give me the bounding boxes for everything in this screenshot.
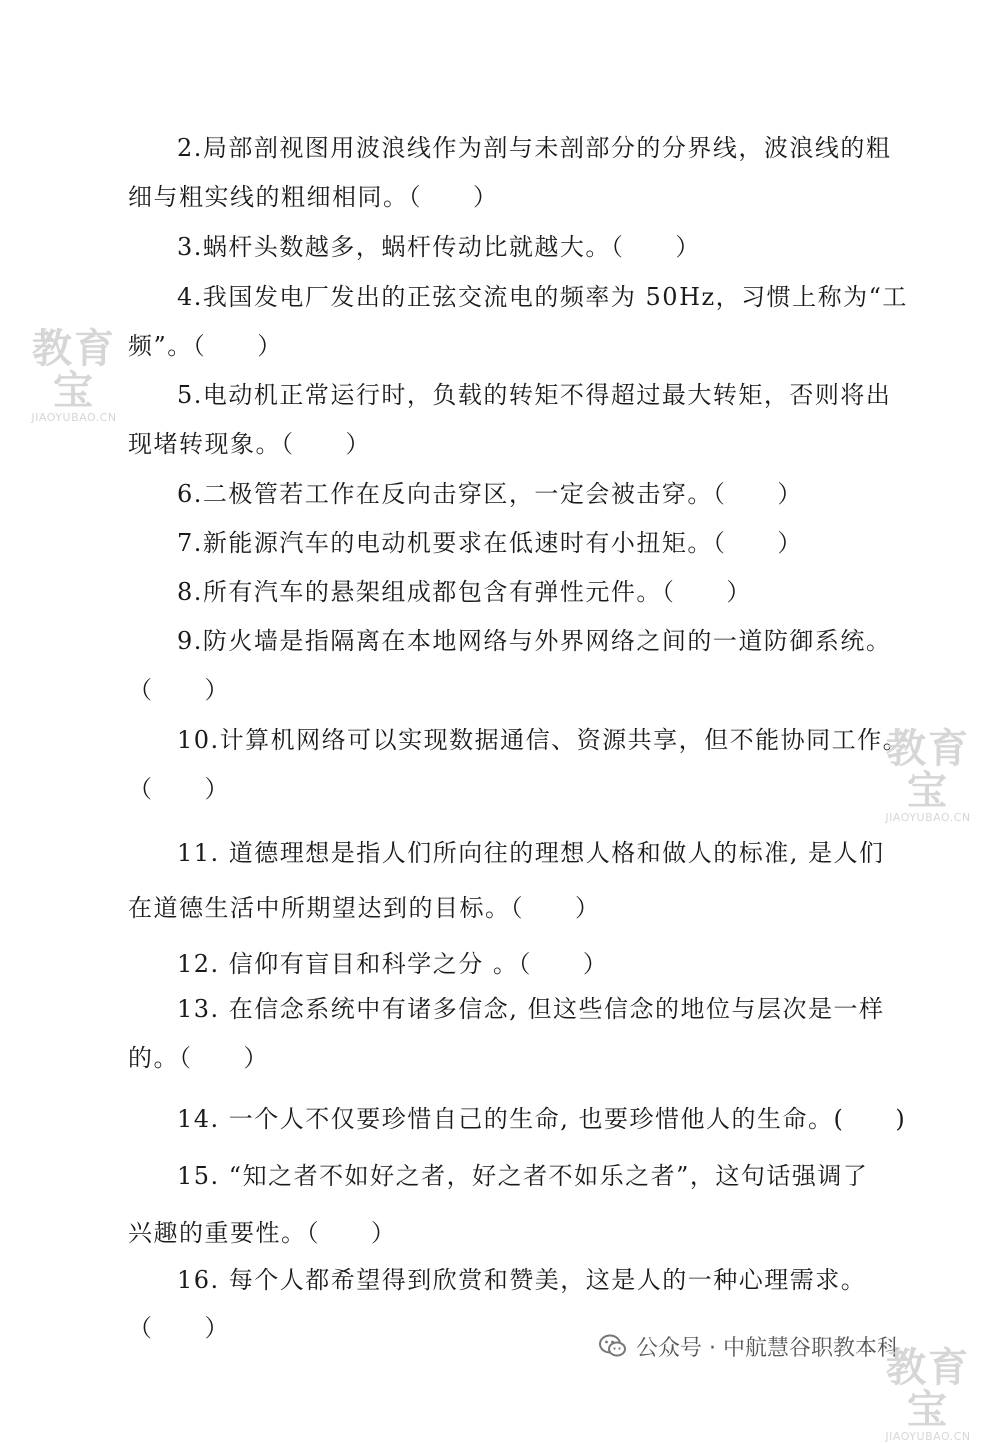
watermark-logo-right <box>868 728 988 824</box>
question-6: 6.二极管若工作在反向击穿区，一定会被击穿。（ ） <box>177 480 803 508</box>
question-10-line-2: （ ） <box>128 775 230 803</box>
question-8: 8.所有汽车的悬架组成都包含有弹性元件。（ ） <box>177 578 752 606</box>
question-2-line-2: 细与粗实线的粗细相同。（ ） <box>128 183 499 211</box>
question-15-line-1: 15. “知之者不如好之者，好之者不如乐之者”，这句话强调了 <box>177 1162 869 1190</box>
question-11-line-1: 11. 道德理想是指人们所向往的理想人格和做人的标准, 是人们 <box>177 839 885 867</box>
watermark-logo-left <box>14 328 134 424</box>
watermark-domain: JIAOYUBAO.CN <box>31 411 117 424</box>
question-9-line-1: 9.防火墙是指隔离在本地网络与外界网络之间的一道防御系统。 <box>177 627 892 655</box>
question-2-line-1: 2.局部剖视图用波浪线作为剖与未剖部分的分界线，波浪线的粗 <box>177 134 892 162</box>
watermark-domain: JIAOYUBAO.CN <box>885 811 971 824</box>
wechat-icon <box>598 1333 628 1359</box>
question-7: 7.新能源汽车的电动机要求在低速时有小扭矩。（ ） <box>177 529 803 557</box>
watermark-logo-bottom <box>868 1347 988 1443</box>
question-5-line-2: 现堵转现象。（ ） <box>128 430 371 458</box>
question-4-line-2: 频”。（ ） <box>128 332 283 360</box>
watermark-name: 教育宝 <box>886 1345 970 1433</box>
question-11-line-2: 在道德生活中所期望达到的目标。（ ） <box>128 894 601 922</box>
question-16-line-2: （ ） <box>128 1314 230 1342</box>
question-10-line-1: 10.计算机网络可以实现数据通信、资源共享，但不能协同工作。 <box>177 726 909 754</box>
question-13-line-1: 13. 在信念系统中有诸多信念, 但这些信念的地位与层次是一样 <box>177 995 885 1023</box>
question-15-line-2: 兴趣的重要性。（ ） <box>128 1219 397 1247</box>
question-14: 14. 一个人不仅要珍惜自己的生命, 也要珍惜他人的生命。( ) <box>177 1105 907 1133</box>
question-5-line-1: 5.电动机正常运行时，负载的转矩不得超过最大转矩，否则将出 <box>177 381 892 409</box>
question-16-line-1: 16. 每个人都希望得到欣赏和赞美，这是人的一种心理需求。 <box>177 1266 867 1294</box>
watermark-domain: JIAOYUBAO.CN <box>885 1430 971 1443</box>
watermark-name: 教育宝 <box>32 326 116 414</box>
question-12: 12. 信仰有盲目和科学之分 。（ ） <box>177 950 609 978</box>
watermark-name: 教育宝 <box>886 726 970 814</box>
footer-account <box>598 1329 899 1363</box>
question-4-line-1: 4.我国发电厂发出的正弦交流电的频率为 50Hz，习惯上称为“工 <box>177 283 908 311</box>
question-9-line-2: （ ） <box>128 676 230 704</box>
question-3: 3.蜗杆头数越多，蜗杆传动比就越大。（ ） <box>177 233 701 261</box>
question-13-line-2: 的。（ ） <box>128 1044 269 1072</box>
footer-text: 公众号 · 中航慧谷职教本科 <box>636 1335 899 1361</box>
